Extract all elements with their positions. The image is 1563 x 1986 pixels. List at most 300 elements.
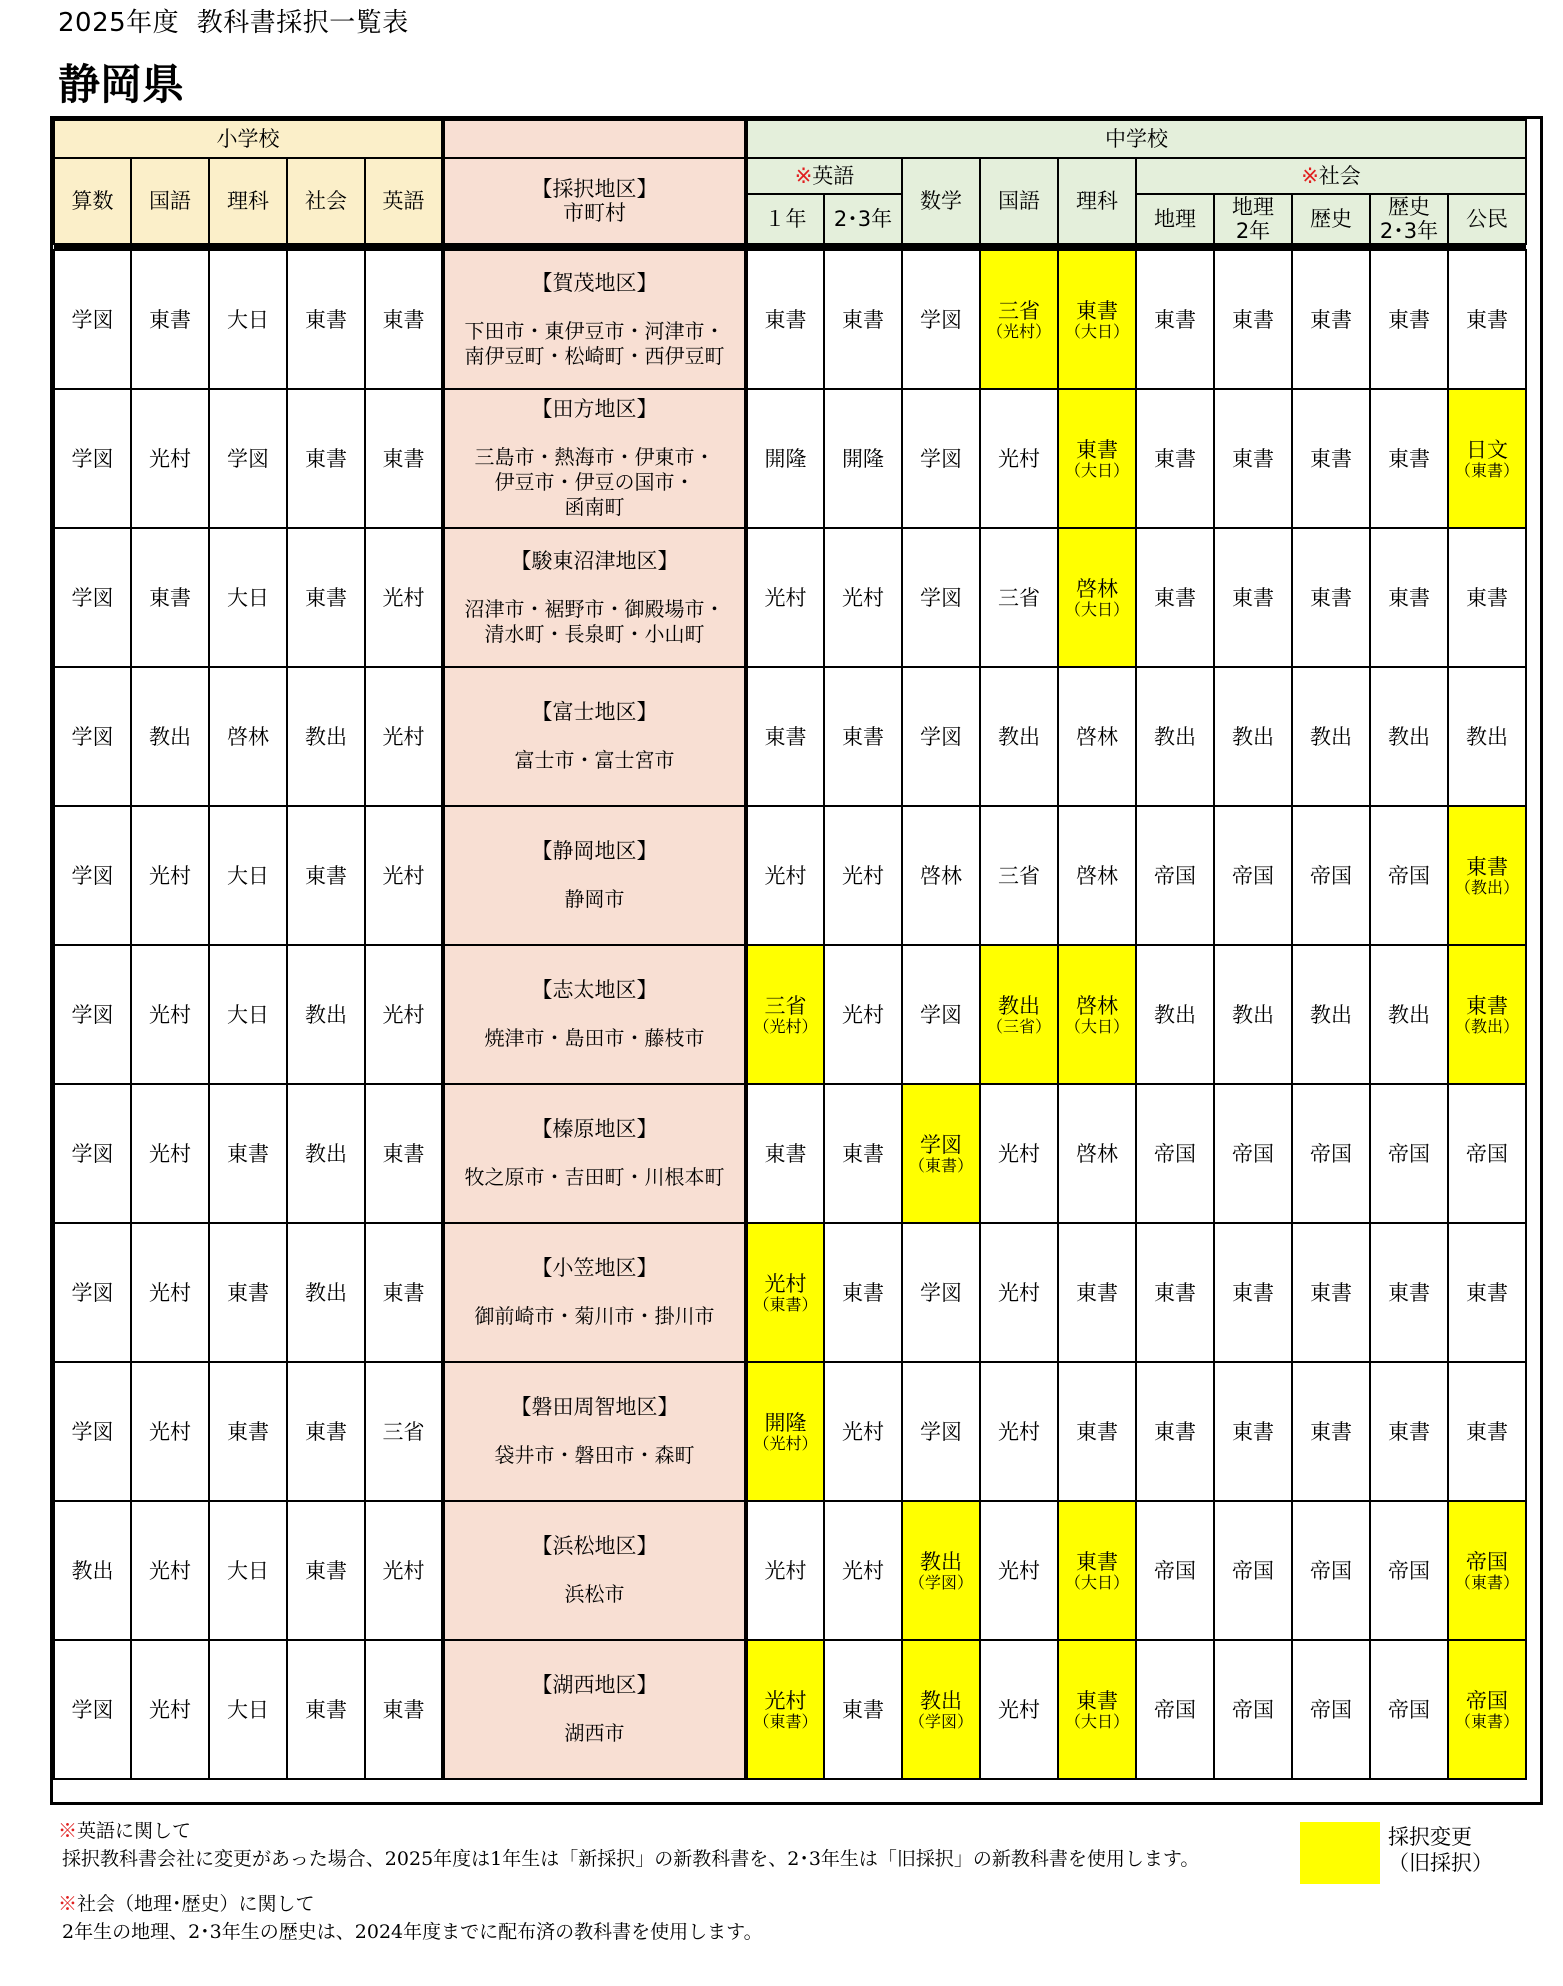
jh-cell xyxy=(1370,1084,1448,1223)
elem-cell: 東書 xyxy=(365,389,443,528)
jh-cell xyxy=(1448,1640,1526,1779)
jh-cell xyxy=(1136,250,1214,389)
jh-cell xyxy=(1058,1084,1136,1223)
jh-cell xyxy=(902,250,980,389)
elem-cell: 東書 xyxy=(365,1084,443,1223)
previous-publisher: （大日） xyxy=(1064,1017,1129,1037)
jh-cell xyxy=(980,1640,1058,1779)
table-row xyxy=(54,667,1526,806)
elem-cell: 光村 xyxy=(365,806,443,945)
publisher: 東書 xyxy=(842,1280,884,1305)
publisher: 東書 xyxy=(1076,1419,1118,1444)
publisher: 教出 xyxy=(920,1688,962,1713)
elem-cell: 三省 xyxy=(365,1362,443,1501)
jh-cell xyxy=(824,1084,902,1223)
city-line: 富士市・富士宮市 xyxy=(514,748,675,773)
publisher: 東書 xyxy=(1154,307,1196,332)
publisher: 啓林 xyxy=(920,863,962,888)
elem-cell: 大日 xyxy=(209,1640,287,1779)
elem-cell: 東書 xyxy=(287,389,365,528)
jh-cell xyxy=(1370,1223,1448,1362)
jh-cell xyxy=(1214,250,1292,389)
jh-social-geography xyxy=(1136,194,1214,244)
publisher: 東書 xyxy=(1076,1688,1118,1713)
jh-cell xyxy=(902,1084,980,1223)
publisher: 学図 xyxy=(920,1132,962,1157)
publisher: 帝国 xyxy=(1310,1697,1352,1722)
jh-cell xyxy=(824,1640,902,1779)
publisher: 東書 xyxy=(1466,854,1508,879)
jh-cell xyxy=(746,806,824,945)
district-cell xyxy=(443,1223,746,1362)
district-header-top xyxy=(443,120,746,158)
publisher: 教出 xyxy=(1466,724,1508,749)
district-cities xyxy=(445,445,744,520)
previous-publisher: （光村） xyxy=(986,322,1051,342)
jh-cell xyxy=(902,1362,980,1501)
publisher: 帝国 xyxy=(1310,863,1352,888)
jh-cell xyxy=(746,667,824,806)
elem-cell: 東書 xyxy=(287,528,365,667)
city-line: 牧之原市・吉田町・川根本町 xyxy=(464,1165,725,1190)
jh-subject-math: 数学 xyxy=(902,158,980,244)
elem-cell: 大日 xyxy=(209,1501,287,1640)
jh-english-grade23: 2･3年 xyxy=(824,194,902,244)
district-cities xyxy=(445,1582,744,1607)
jh-cell xyxy=(1448,806,1526,945)
district-cell xyxy=(443,945,746,1084)
publisher: 東書 xyxy=(1388,585,1430,610)
publisher: 東書 xyxy=(1232,1419,1274,1444)
city-line: 御前崎市・菊川市・掛川市 xyxy=(474,1304,715,1329)
elem-cell: 東書 xyxy=(365,1640,443,1779)
jh-cell xyxy=(1292,250,1370,389)
jh-cell xyxy=(1370,389,1448,528)
jh-cell xyxy=(902,1223,980,1362)
publisher: 光村 xyxy=(998,1141,1040,1166)
publisher: 日文 xyxy=(1466,437,1508,462)
publisher: 三省 xyxy=(764,993,807,1018)
publisher: 光村 xyxy=(998,1280,1040,1305)
jh-cell xyxy=(1292,1501,1370,1640)
publisher: 帝国 xyxy=(1466,1141,1508,1166)
previous-publisher: （大日） xyxy=(1064,600,1129,620)
elem-cell: 光村 xyxy=(131,945,209,1084)
elem-cell: 教出 xyxy=(287,1223,365,1362)
elem-cell: 教出 xyxy=(287,667,365,806)
jh-cell xyxy=(1370,528,1448,667)
publisher: 東書 xyxy=(1232,1280,1274,1305)
publisher: 光村 xyxy=(998,446,1040,471)
publisher: 光村 xyxy=(842,1419,884,1444)
elem-cell: 学図 xyxy=(54,1084,131,1223)
civics-label: 公民 xyxy=(1466,207,1508,232)
geo-label: 地理 xyxy=(1154,207,1196,232)
table-row xyxy=(54,945,1526,1084)
publisher: 開隆 xyxy=(764,446,807,471)
publisher: 学図 xyxy=(920,585,962,610)
jh-cell xyxy=(980,1362,1058,1501)
publisher: 光村 xyxy=(764,1558,807,1583)
elem-cell: 学図 xyxy=(54,1223,131,1362)
jh-cell xyxy=(746,250,824,389)
district-cell xyxy=(443,1362,746,1501)
jh-cell xyxy=(746,1223,824,1362)
publisher: 帝国 xyxy=(1388,1141,1430,1166)
jh-cell xyxy=(1448,1362,1526,1501)
jh-cell xyxy=(1214,389,1292,528)
jh-cell xyxy=(1292,389,1370,528)
elem-cell: 東書 xyxy=(209,1084,287,1223)
elementary-school-header: 小学校 xyxy=(54,120,443,158)
previous-publisher: （大日） xyxy=(1064,322,1129,342)
geo2-sub: 2年 xyxy=(1235,219,1271,244)
elem-cell: 啓林 xyxy=(209,667,287,806)
district-name: 【磐田周智地区】 xyxy=(510,1395,679,1420)
elem-cell: 東書 xyxy=(287,1501,365,1640)
jh-cell xyxy=(824,1501,902,1640)
jh-cell xyxy=(1214,945,1292,1084)
city-line: 沼津市・裾野市・御殿場市・ xyxy=(464,596,725,621)
jh-cell xyxy=(902,806,980,945)
district-name: 【駿東沼津地区】 xyxy=(510,548,679,573)
jh-cell xyxy=(1214,528,1292,667)
district-cell xyxy=(443,667,746,806)
social-note-body: 2年生の地理、2･3年生の歴史は、2024年度までに配布済の教科書を使用します。 xyxy=(62,1920,763,1943)
city-line: 三島市・熱海市・伊東市・ xyxy=(474,445,715,470)
elem-cell: 光村 xyxy=(131,1223,209,1362)
publisher: 帝国 xyxy=(1154,1697,1196,1722)
english-note xyxy=(58,1818,1258,1873)
jh-cell xyxy=(1136,1084,1214,1223)
publisher: 東書 xyxy=(1310,1419,1352,1444)
publisher: 東書 xyxy=(1232,446,1274,471)
jh-cell xyxy=(1448,528,1526,667)
textbook-table-frame xyxy=(50,116,1543,1805)
publisher: 帝国 xyxy=(1232,1558,1274,1583)
jh-cell xyxy=(1214,667,1292,806)
district-cities xyxy=(445,1165,744,1190)
publisher: 光村 xyxy=(998,1558,1040,1583)
publisher: 教出 xyxy=(1310,724,1352,749)
district-cities xyxy=(445,1443,744,1468)
district-cell xyxy=(443,1084,746,1223)
district-name: 【志太地区】 xyxy=(531,978,658,1003)
jh-cell xyxy=(1370,1501,1448,1640)
publisher: 帝国 xyxy=(1310,1558,1352,1583)
publisher: 東書 xyxy=(842,724,884,749)
publisher: 東書 xyxy=(1310,307,1352,332)
publisher: 帝国 xyxy=(1466,1688,1508,1713)
publisher: 帝国 xyxy=(1232,1697,1274,1722)
jh-social-geography-2nd xyxy=(1214,194,1292,244)
jh-cell xyxy=(980,1501,1058,1640)
jh-cell xyxy=(1058,806,1136,945)
jh-cell xyxy=(1136,1362,1214,1501)
elem-cell: 東書 xyxy=(131,250,209,389)
publisher: 啓林 xyxy=(1076,1141,1118,1166)
elem-cell: 大日 xyxy=(209,250,287,389)
previous-publisher: （光村） xyxy=(753,1017,818,1037)
district-cell xyxy=(443,389,746,528)
jh-cell xyxy=(1136,1640,1214,1779)
english-note-title: 英語に関して xyxy=(77,1820,192,1842)
elem-subject-social: 社会 xyxy=(287,158,365,244)
elem-cell: 東書 xyxy=(287,806,365,945)
jh-cell xyxy=(824,528,902,667)
jh-cell xyxy=(1370,667,1448,806)
publisher: 啓林 xyxy=(1076,576,1118,601)
social-note-title: 社会（地理･歴史）に関して xyxy=(77,1893,315,1916)
previous-publisher: （東書） xyxy=(753,1712,818,1732)
elem-cell: 光村 xyxy=(365,528,443,667)
jh-cell xyxy=(1370,806,1448,945)
elem-cell: 学図 xyxy=(54,389,131,528)
publisher: 光村 xyxy=(998,1697,1040,1722)
elem-cell: 東書 xyxy=(209,1223,287,1362)
elem-cell: 学図 xyxy=(54,806,131,945)
publisher: 学図 xyxy=(920,446,962,471)
publisher: 東書 xyxy=(1154,446,1196,471)
elem-cell: 光村 xyxy=(131,1501,209,1640)
jh-cell xyxy=(1448,667,1526,806)
district-header-line2: 市町村 xyxy=(563,201,626,226)
publisher: 三省 xyxy=(998,298,1040,323)
publisher: 光村 xyxy=(842,1002,884,1027)
jh-cell xyxy=(824,667,902,806)
jh-cell xyxy=(902,528,980,667)
previous-publisher: （三省） xyxy=(986,1017,1051,1037)
publisher: 東書 xyxy=(1310,446,1352,471)
district-name: 【静岡地区】 xyxy=(531,839,658,864)
jh-cell xyxy=(902,389,980,528)
jh-cell xyxy=(1448,945,1526,1084)
city-line: 湖西市 xyxy=(564,1721,625,1746)
jh-cell xyxy=(980,1084,1058,1223)
city-line: 函南町 xyxy=(564,495,625,520)
city-line: 伊豆市・伊豆の国市・ xyxy=(494,470,695,495)
district-cell xyxy=(443,528,746,667)
jh-cell xyxy=(1448,389,1526,528)
publisher: 帝国 xyxy=(1154,1141,1196,1166)
elem-cell: 光村 xyxy=(365,1501,443,1640)
district-name: 【小笠地区】 xyxy=(531,1256,658,1281)
publisher: 東書 xyxy=(1388,1280,1430,1305)
jh-cell xyxy=(824,250,902,389)
jh-cell xyxy=(1292,945,1370,1084)
jh-cell xyxy=(746,389,824,528)
publisher: 東書 xyxy=(1466,1419,1508,1444)
jh-cell xyxy=(1058,945,1136,1084)
legend-swatch xyxy=(1300,1822,1380,1884)
jh-cell xyxy=(1136,945,1214,1084)
elem-cell: 学図 xyxy=(54,667,131,806)
english-note-mark: ※ xyxy=(794,163,813,188)
jh-cell xyxy=(746,1640,824,1779)
city-line: 静岡市 xyxy=(564,887,625,912)
district-header-line1: 【採択地区】 xyxy=(531,177,658,201)
table-row xyxy=(54,1362,1526,1501)
publisher: 東書 xyxy=(764,724,807,749)
publisher: 東書 xyxy=(1388,307,1430,332)
jh-cell xyxy=(1214,1362,1292,1501)
table-row xyxy=(54,389,1526,528)
publisher: 東書 xyxy=(1310,585,1352,610)
publisher: 光村 xyxy=(842,1558,884,1583)
elem-cell: 東書 xyxy=(365,1223,443,1362)
city-line: 清水町・長泉町・小山町 xyxy=(484,621,705,646)
jh-cell xyxy=(746,1501,824,1640)
jh-cell xyxy=(1136,1223,1214,1362)
district-cities xyxy=(445,1721,744,1746)
elem-subject-math: 算数 xyxy=(54,158,131,244)
district-cities xyxy=(445,597,744,647)
jh-cell xyxy=(824,806,902,945)
publisher: 東書 xyxy=(1466,307,1508,332)
publisher: 教出 xyxy=(998,993,1040,1018)
table-row xyxy=(54,1084,1526,1223)
jh-cell xyxy=(1292,806,1370,945)
jh-cell xyxy=(746,1362,824,1501)
publisher: 帝国 xyxy=(1466,1549,1508,1574)
jh-social-history-23 xyxy=(1370,194,1448,244)
jh-cell xyxy=(902,1501,980,1640)
district-cities xyxy=(445,1026,744,1051)
jh-cell xyxy=(1136,528,1214,667)
jh-cell xyxy=(980,945,1058,1084)
jh-cell xyxy=(824,945,902,1084)
publisher: 教出 xyxy=(1232,1002,1274,1027)
district-name: 【浜松地区】 xyxy=(531,1534,658,1559)
city-line: 焼津市・島田市・藤枝市 xyxy=(484,1026,705,1051)
publisher: 東書 xyxy=(1076,1280,1118,1305)
jh-subject-science: 理科 xyxy=(1058,158,1136,244)
publisher: 帝国 xyxy=(1154,1558,1196,1583)
jh-cell xyxy=(1370,250,1448,389)
district-name: 【田方地区】 xyxy=(531,397,658,422)
elem-cell: 学図 xyxy=(54,1640,131,1779)
jh-cell xyxy=(1058,1362,1136,1501)
district-cities xyxy=(445,887,744,912)
elem-cell: 光村 xyxy=(131,389,209,528)
publisher: 帝国 xyxy=(1310,1141,1352,1166)
elem-cell: 学図 xyxy=(54,945,131,1084)
elem-cell: 教出 xyxy=(54,1501,131,1640)
elem-subject-science: 理科 xyxy=(209,158,287,244)
jh-cell xyxy=(1058,389,1136,528)
elem-cell: 光村 xyxy=(365,945,443,1084)
table-row xyxy=(54,528,1526,667)
junior-high-school-header: 中学校 xyxy=(746,120,1526,158)
jh-cell xyxy=(902,945,980,1084)
publisher: 帝国 xyxy=(1232,863,1274,888)
jh-cell xyxy=(1058,1501,1136,1640)
publisher: 光村 xyxy=(764,863,807,888)
city-line: 下田市・東伊豆市・河津市・ xyxy=(464,318,725,343)
jh-cell xyxy=(1058,1640,1136,1779)
jh-cell xyxy=(1292,1084,1370,1223)
elem-cell: 東書 xyxy=(131,528,209,667)
previous-publisher: （大日） xyxy=(1064,1712,1129,1732)
publisher: 学図 xyxy=(920,724,962,749)
district-cities xyxy=(445,748,744,773)
table-row xyxy=(54,806,1526,945)
jh-cell xyxy=(1214,1223,1292,1362)
elem-cell: 学図 xyxy=(54,1362,131,1501)
jh-cell xyxy=(1214,806,1292,945)
publisher: 啓林 xyxy=(1076,993,1118,1018)
publisher: 東書 xyxy=(1466,585,1508,610)
elem-cell: 大日 xyxy=(209,806,287,945)
publisher: 教出 xyxy=(1154,1002,1196,1027)
jh-cell xyxy=(824,1362,902,1501)
hist23-sub: 2･3年 xyxy=(1379,219,1439,244)
previous-publisher: （教出） xyxy=(1454,878,1519,898)
publisher: 教出 xyxy=(1310,1002,1352,1027)
jh-cell xyxy=(824,389,902,528)
elem-cell: 大日 xyxy=(209,528,287,667)
elem-cell: 光村 xyxy=(131,1362,209,1501)
elem-cell: 光村 xyxy=(365,667,443,806)
jh-cell xyxy=(824,1223,902,1362)
jh-cell xyxy=(746,528,824,667)
publisher: 光村 xyxy=(998,1419,1040,1444)
publisher: 教出 xyxy=(1388,1002,1430,1027)
jh-cell xyxy=(902,667,980,806)
previous-publisher: （教出） xyxy=(1454,1017,1519,1037)
elem-subject-english: 英語 xyxy=(365,158,443,244)
district-cell xyxy=(443,1640,746,1779)
publisher: 東書 xyxy=(842,1697,884,1722)
table-row xyxy=(54,1640,1526,1779)
elem-cell: 学図 xyxy=(54,528,131,667)
publisher: 教出 xyxy=(998,724,1040,749)
jh-cell xyxy=(1214,1084,1292,1223)
publisher: 学図 xyxy=(920,1002,962,1027)
publisher: 帝国 xyxy=(1154,863,1196,888)
previous-publisher: （光村） xyxy=(753,1434,818,1454)
jh-cell xyxy=(1448,1084,1526,1223)
publisher: 学図 xyxy=(920,1419,962,1444)
publisher: 東書 xyxy=(1232,585,1274,610)
jh-cell xyxy=(1058,528,1136,667)
jh-cell xyxy=(980,806,1058,945)
hist-label: 歴史 xyxy=(1310,207,1352,232)
social-group-label: 社会 xyxy=(1318,163,1361,188)
publisher: 東書 xyxy=(1154,585,1196,610)
district-rows xyxy=(54,250,1526,1779)
publisher: 三省 xyxy=(998,585,1040,610)
social-note xyxy=(58,1891,1258,1946)
elem-cell: 学図 xyxy=(54,250,131,389)
district-column-header xyxy=(443,158,746,244)
publisher: 東書 xyxy=(1388,446,1430,471)
previous-publisher: （大日） xyxy=(1064,461,1129,481)
district-cell xyxy=(443,250,746,389)
elem-subject-japanese: 国語 xyxy=(131,158,209,244)
publisher: 東書 xyxy=(1076,298,1118,323)
district-name: 【湖西地区】 xyxy=(531,1673,658,1698)
publisher: 東書 xyxy=(1388,1419,1430,1444)
publisher: 帝国 xyxy=(1232,1141,1274,1166)
elem-cell: 学図 xyxy=(209,389,287,528)
jh-cell xyxy=(1292,1640,1370,1779)
publisher: 光村 xyxy=(764,1271,807,1296)
elem-cell: 東書 xyxy=(287,1362,365,1501)
previous-publisher: （大日） xyxy=(1064,1573,1129,1593)
publisher: 三省 xyxy=(998,863,1040,888)
publisher: 東書 xyxy=(1232,307,1274,332)
